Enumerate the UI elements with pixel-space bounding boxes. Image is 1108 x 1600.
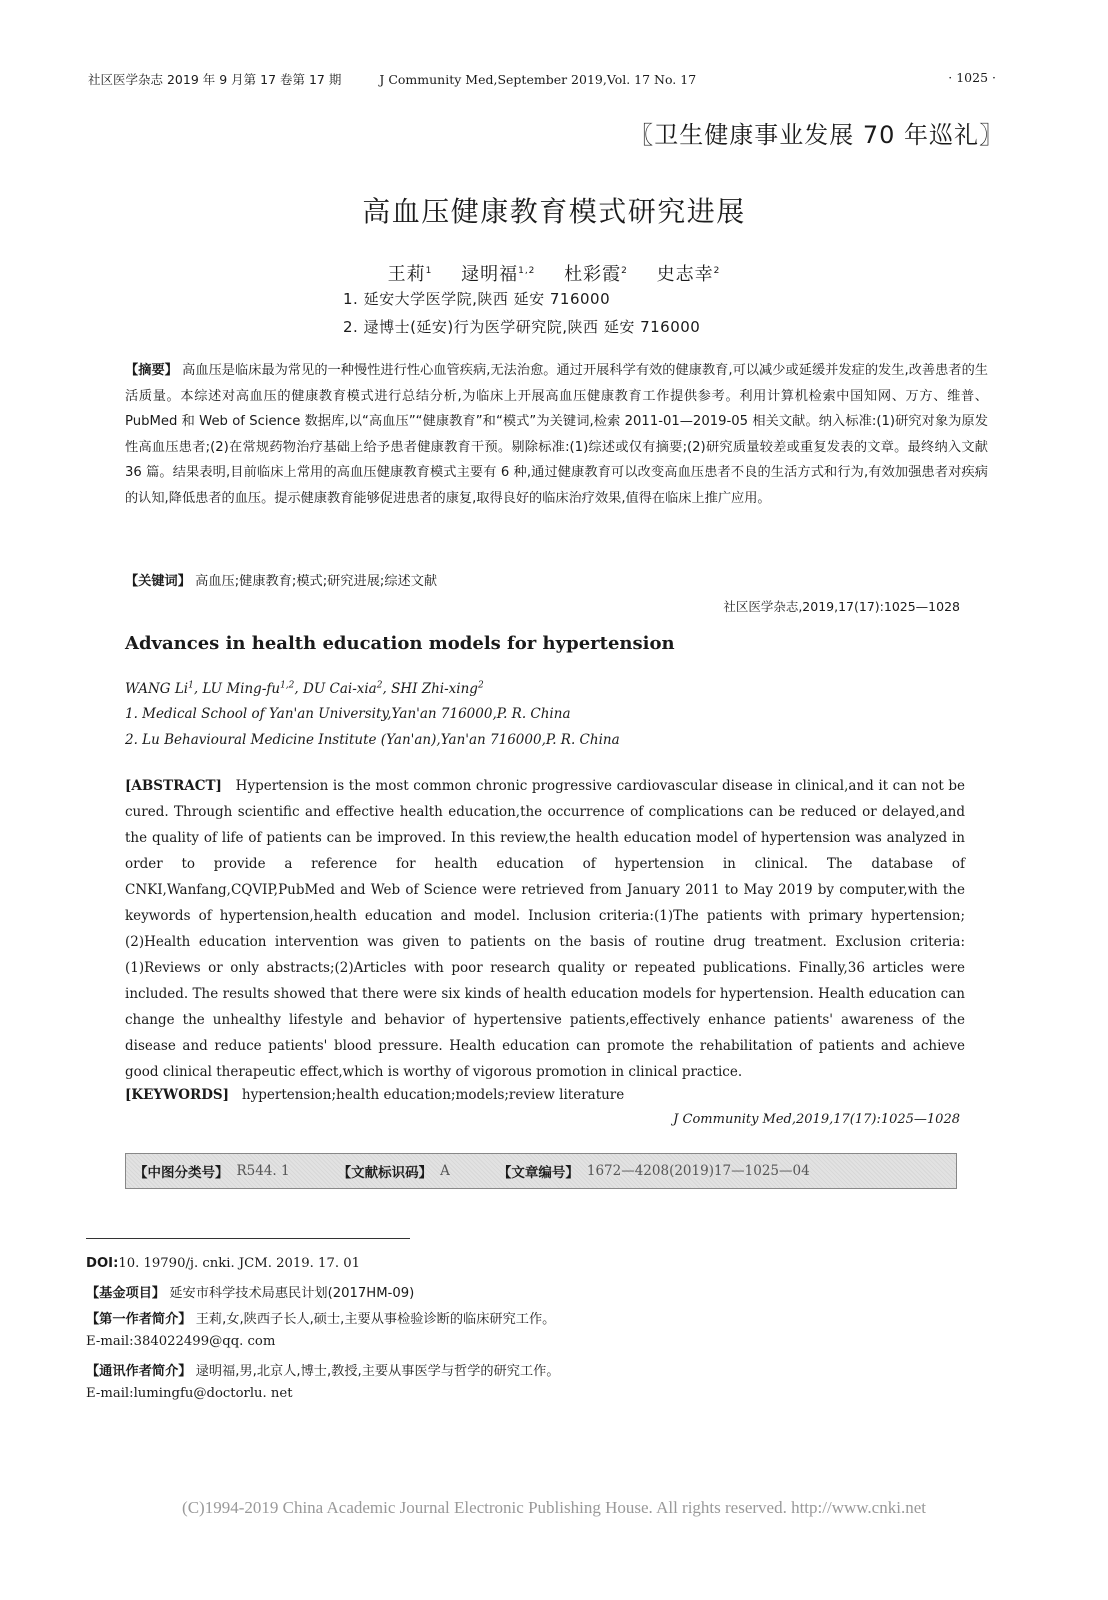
author-cn: 杜彩霞$^2$ (564, 264, 628, 285)
doi-line (86, 1256, 360, 1271)
author-en: LU Ming-fu$^{1,2}$ (202, 680, 295, 697)
article-no-label: 【文章编号】 (497, 1165, 579, 1181)
keywords-en-text: hypertension;health education;models;review literature (241, 1087, 625, 1103)
author-cn: 史志幸$^2$ (656, 264, 721, 285)
author-cn: 逯明福$^{1,2}$ (461, 264, 536, 285)
fund-label: 【基金项目】 (86, 1286, 166, 1301)
affiliation-cn-2: 2. 逯博士(延安)行为医学研究院,陕西 延安 716000 (343, 318, 701, 336)
article-no-value: 1672—4208(2019)17—1025—04 (586, 1163, 810, 1179)
fund-value: 延安市科学技术局惠民计划(2017HM-09) (169, 1286, 415, 1301)
affiliation-en-1: 1. Medical School of Yan'an University,Yan'an 716000,P. R. China (125, 706, 571, 722)
abstract-en-label: [ABSTRACT] (125, 778, 222, 794)
running-header (88, 70, 696, 88)
corr-author-label: 【通讯作者简介】 (86, 1364, 192, 1379)
keywords-en (125, 1087, 624, 1103)
clc-value: R544. 1 (236, 1163, 290, 1179)
author-en: SHI Zhi-xing$^2$ (391, 680, 484, 697)
footnote-rule (86, 1238, 410, 1239)
author-en: DU Cai-xia$^2$ (303, 680, 383, 697)
article-title-cn: 高血压健康教育模式研究进展 (362, 195, 746, 228)
abstract-en-text: Hypertension is the most common chronic progressive cardiovascular disease in clinical,and it can not be cured. Through scientific and effective health education,the occurrence of complications can be reduced or delayed,and the quality of life of patients can be improved. In this review,the health education model of hypertension was analyzed in order to provide a reference for health education of hypertension in clinical. The database of CNKI,Wanfang,CQVIP,PubMed and Web of Science were retrieved from January 2011 to May 2019 by computer,with the keywords of hypertension,health education and model. Inclusion criteria:(1)The patients with primary hypertension;(2)Health education intervention was given to patients on the basis of routine drug treatment. Exclusion criteria:(1)Reviews or only abstracts;(2)Articles with poor research quality or repeated publications. Finally,36 articles were included. The results showed that there were six kinds of health education models for hypertension. Health education can change the unhealthy lifestyle and behavior of hypertensive patients,effectively enhance patients' awareness of the disease and reduce patients' blood pressure. Health education can promote the rehabilitation of patients and achieve good clinical therapeutic effect,which is worthy of vigorous promotion in clinical practice. (125, 778, 965, 1080)
journal-cn: 社区医学杂志 2019 年 9 月第 17 卷第 17 期 (88, 72, 342, 87)
corr-author-line (86, 1360, 560, 1379)
first-author-label: 【第一作者简介】 (86, 1312, 192, 1327)
author-en: WANG Li$^1$ (125, 680, 194, 697)
abstract-cn-text: 高血压是临床最为常见的一种慢性进行性心血管疾病,无法治愈。通过开展科学有效的健康教育,可以减少或延缓并发症的发生,改善患者的生活质量。本综述对高血压的健康教育模式进行总结分析,为临床上开展高血压健康教育工作提供参考。利用计算机检索中国知网、万方、维普、PubMed 和 Web of Science 数据库,以“高血压”“健康教育”和“模式”为关键词,检索 2011-01—2019-05 相关文献。纳入标准:(1)研究对象为原发性高血压患者;(2)在常规药物治疗基础上给予患者健康教育干预。剔除标准:(1)综述或仅有摘要;(2)研究质量较差或重复发表的文章。最终纳入文献 36 篇。结果表明,目前临床上常用的高血压健康教育模式主要有 6 种,通过健康教育可以改变高血压患者不良的生活方式和行为,有效加强患者对疾病的认知,降低患者的血压。提示健康教育能够促进患者的康复,取得良好的临床治疗效果,值得在临床上推广应用。 (125, 363, 988, 506)
doi-label: DOI: (86, 1256, 119, 1271)
affiliation-cn-1: 1. 延安大学医学院,陕西 延安 716000 (343, 290, 611, 308)
fund-line (86, 1282, 414, 1301)
keywords-en-label: [KEYWORDS] (125, 1087, 230, 1103)
first-author-email: E-mail:384022499@qq. com (86, 1334, 276, 1349)
corr-author-email: E-mail:lumingfu@doctorlu. net (86, 1386, 293, 1401)
citation-cn: 社区医学杂志,2019,17(17):1025—1028 (723, 599, 960, 614)
classification-box (125, 1153, 957, 1189)
doc-code-label: 【文献标识码】 (337, 1165, 433, 1181)
citation-en: J Community Med,2019,17(17):1025—1028 (673, 1112, 960, 1127)
keywords-cn-label: 【关键词】 (125, 574, 191, 589)
abstract-cn-label: 【摘要】 (125, 363, 178, 378)
author-cn: 王莉$^1$ (387, 264, 433, 285)
abstract-en (125, 773, 965, 1085)
keywords-cn (125, 570, 437, 589)
first-author-value: 王莉,女,陕西子长人,硕士,主要从事检验诊断的临床研究工作。 (195, 1312, 556, 1327)
article-title-en: Advances in health education models for hypertension (125, 633, 675, 654)
copyright-notice: (C)1994-2019 China Academic Journal Electronic Publishing House. All rights reserved. http://www.cnki.net (182, 1498, 926, 1517)
first-author-line (86, 1308, 555, 1327)
authors-en: WANG Li$^1$, LU Ming-fu$^{1,2}$, DU Cai-xia$^2$, SHI Zhi-xing$^2$ (125, 680, 484, 697)
abstract-cn (125, 358, 988, 511)
page-number: · 1025 · (948, 70, 996, 85)
clc-label: 【中图分类号】 (134, 1165, 229, 1181)
column-title: 〖卫生健康事业发展 70 年巡礼〗 (629, 121, 1004, 149)
journal-en: J Community Med,September 2019,Vol. 17 No. 17 (379, 72, 697, 87)
doc-code-value: A (440, 1163, 450, 1179)
affiliation-en-2: 2. Lu Behavioural Medicine Institute (Yan'an),Yan'an 716000,P. R. China (125, 732, 620, 748)
corr-author-value: 逯明福,男,北京人,博士,教授,主要从事医学与哲学的研究工作。 (195, 1364, 560, 1379)
keywords-cn-text: 高血压;健康教育;模式;研究进展;综述文献 (195, 574, 438, 589)
authors-cn (0, 260, 1108, 286)
doi-value: 10. 19790/j. cnki. JCM. 2019. 17. 01 (118, 1256, 361, 1271)
